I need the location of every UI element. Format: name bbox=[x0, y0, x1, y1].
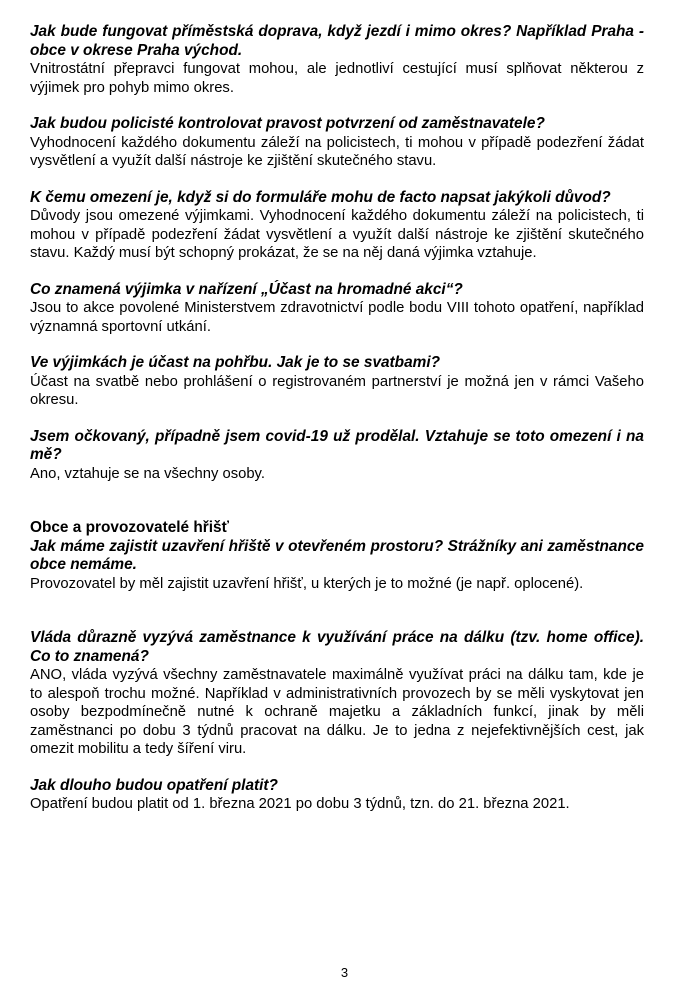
faq-answer: Jsou to akce povolené Ministerstvem zdravotnictví podle bodu VIII tohoto opatření, například významná sportovní utkání. bbox=[30, 300, 644, 335]
faq-question: Jak máme zajistit uzavření hřiště v otevřeném prostoru? Strážníky ani zaměstnance obce nemáme. bbox=[30, 537, 644, 573]
faq-item bbox=[30, 189, 644, 263]
document-page bbox=[30, 23, 644, 814]
faq-item bbox=[30, 629, 644, 759]
faq-item bbox=[30, 23, 644, 97]
faq-answer: Důvody jsou omezené výjimkami. Vyhodnocení každého dokumentu záleží na policistech, ti mohou v případě podezření žádat vysvětlení a využít další nástroje ke zjištění skutečného stavu. Každý musí být schopný prokázat, že se na něj daná výjimka vztahuje. bbox=[30, 208, 644, 261]
faq-question: Jsem očkovaný, případně jsem covid-19 už prodělal. Vztahuje se toto omezení i na mě? bbox=[30, 427, 644, 463]
faq-question: Jak budou policisté kontrolovat pravost potvrzení od zaměstnavatele? bbox=[30, 115, 545, 132]
faq-answer: Ano, vztahuje se na všechny osoby. bbox=[30, 465, 265, 482]
faq-item bbox=[30, 281, 644, 337]
faq-item bbox=[30, 538, 644, 594]
faq-answer: Provozovatel by měl zajistit uzavření hřišť, u kterých je to možné (je např. oplocené). bbox=[30, 575, 584, 592]
faq-answer: Vnitrostátní přepravci fungovat mohou, ale jednotliví cestující musí splňovat některou z výjimek pro pohyb mimo okres. bbox=[30, 61, 644, 96]
faq-question: Co znamená výjimka v nařízení „Účast na hromadné akci“? bbox=[30, 280, 463, 298]
faq-answer: ANO, vláda vyzývá všechny zaměstnavatele maximálně využívat práci na dálku tam, kde je to alespoň trochu možné. Například v administrativních provozech by se měli vyskytovat jen osoby bezpodmínečně nutné k ochraně majetku a základních funkcí, jinak by měli zaměstnanci po dobu 3 týdnů pracovat na dálku. Je to jedna z nejefektivnějších cest, jak omezit mobilitu a tedy šíření viru. bbox=[30, 667, 644, 757]
faq-question: K čemu omezení je, když si do formuláře mohu de facto napsat jakýkoli důvod? bbox=[30, 188, 611, 206]
faq-item bbox=[30, 777, 644, 814]
faq-answer: Vyhodnocení každého dokumentu záleží na policistech, ti mohou v případě podezření žádat vysvětlení a využít další nástroje ke zjištění skutečného stavu. bbox=[30, 134, 644, 169]
faq-question: Jak dlouho budou opatření platit? bbox=[30, 776, 278, 794]
faq-answer: Účast na svatbě nebo prohlášení o registrovaném partnerství je možná jen v rámci Vašeho okresu. bbox=[30, 373, 644, 408]
faq-item bbox=[30, 428, 644, 484]
faq-item bbox=[30, 115, 644, 171]
faq-question: Ve výjimkách je účast na pohřbu. Jak je to se svatbami? bbox=[30, 354, 441, 371]
section-heading: Obce a provozovatelé hřišť bbox=[30, 519, 229, 536]
faq-question: Vláda důrazně vyzývá zaměstnance k využívání práce na dálku (tzv. home office). Co to znamená? bbox=[30, 629, 644, 665]
faq-question: Jak bude fungovat příměstská doprava, když jezdí i mimo okres? Například Praha - obce v okrese Praha východ. bbox=[30, 23, 644, 59]
page-number: 3 bbox=[340, 965, 349, 980]
faq-item bbox=[30, 354, 644, 410]
faq-answer: Opatření budou platit od 1. března 2021 po dobu 3 týdnů, tzn. do 21. března 2021. bbox=[30, 796, 570, 812]
